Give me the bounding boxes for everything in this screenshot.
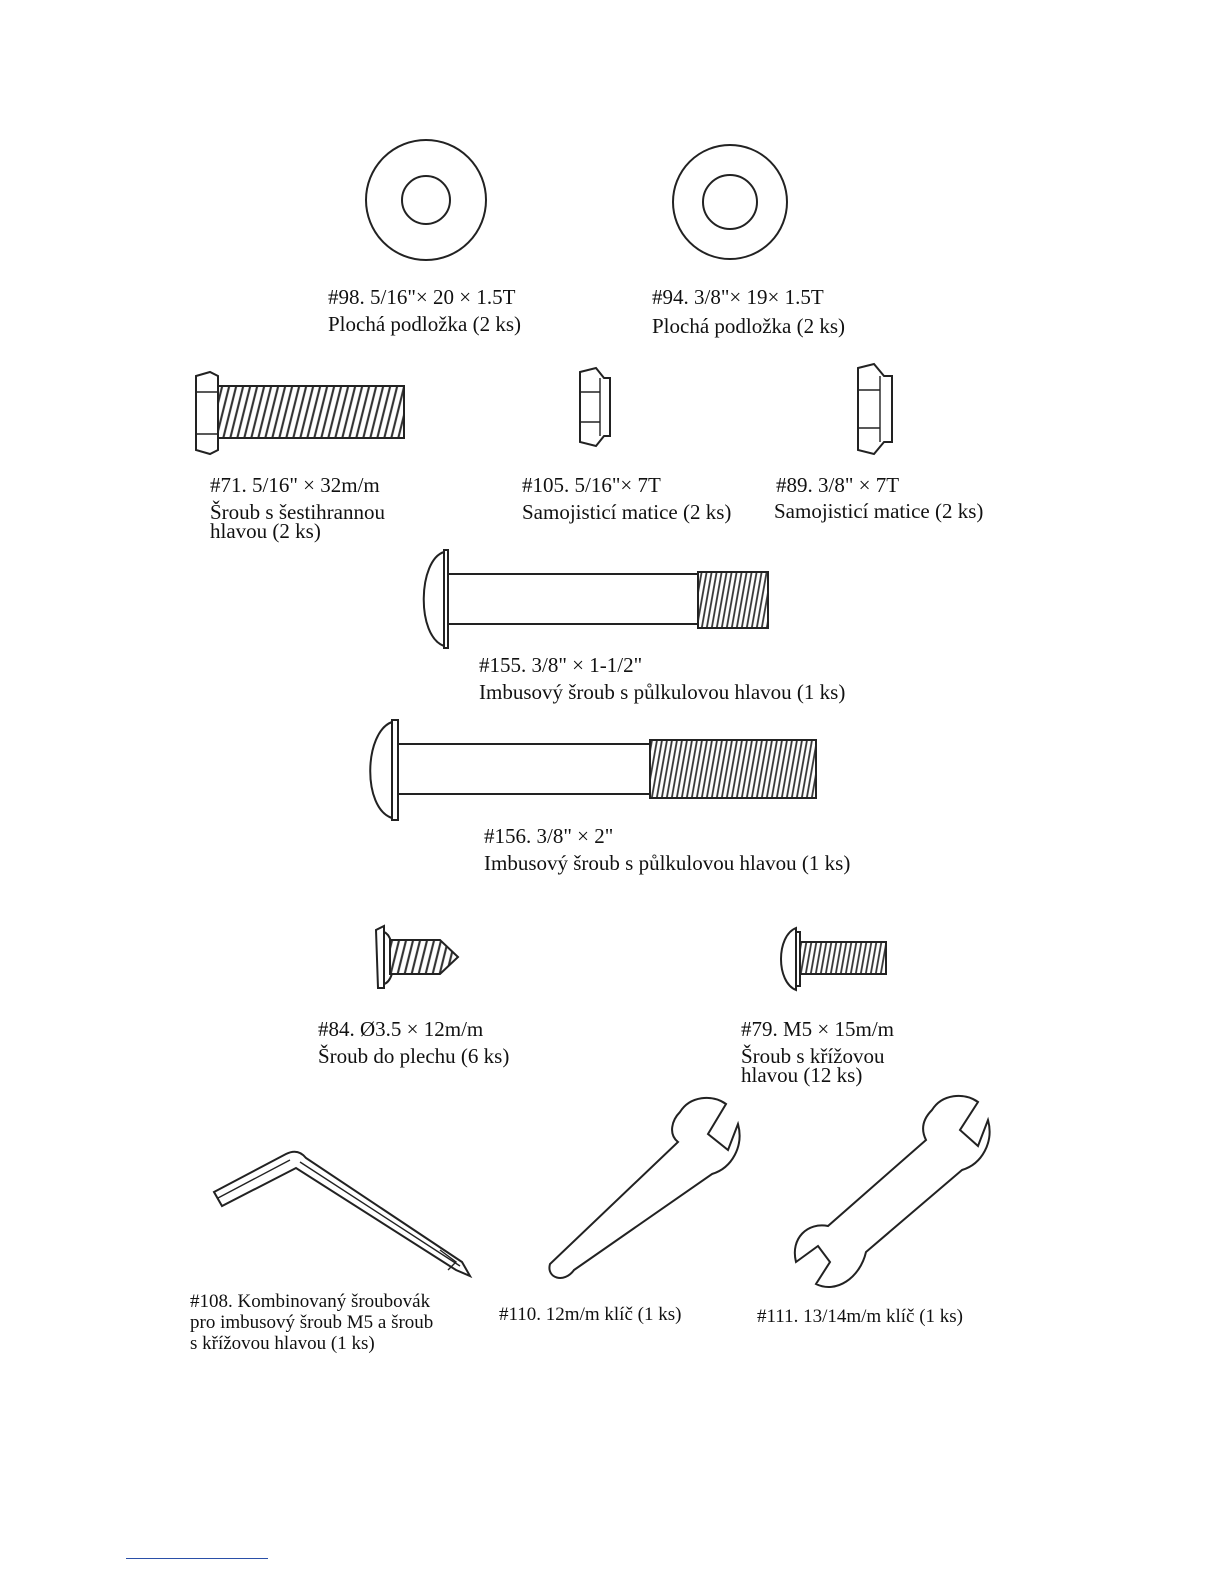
part-84-desc: Šroub do plechu (6 ks) [318, 1044, 510, 1068]
open-wrench-110 [549, 1098, 739, 1278]
part-105-code: #105. 5/16"× 7T [522, 473, 661, 497]
part-156-desc: Imbusový šroub s půlkulovou hlavou (1 ks) [484, 851, 851, 875]
part-71-code: #71. 5/16" × 32m/m [210, 473, 380, 497]
lock-nut-105 [580, 368, 610, 446]
part-94-code: #94. 3/8"× 19× 1.5T [652, 285, 824, 309]
part-110-label [499, 1305, 681, 1324]
part-111-desc: #111. 13/14m/m klíč (1 ks) [757, 1306, 963, 1327]
part-155-label [479, 655, 845, 703]
part-108-label [190, 1292, 433, 1353]
part-94-label [652, 287, 845, 337]
part-94-desc: Plochá podložka (2 ks) [652, 314, 846, 338]
part-79-desc-line1: Šroub s křížovou [741, 1044, 885, 1068]
phillips-screw-79 [781, 928, 886, 990]
footer-rule [126, 1558, 268, 1559]
part-156-label [484, 826, 850, 874]
part-84-label [318, 1019, 509, 1067]
part-108-desc-line2: pro imbusový šroub M5 a šroub [190, 1312, 434, 1333]
flat-washer-94 [673, 145, 787, 259]
part-71-desc-line1: Šroub s šestihrannou [210, 500, 385, 524]
part-98-code: #98. 5/16"× 20 × 1.5T [328, 285, 516, 309]
part-108-desc-line3: s křížovou hlavou (1 ks) [190, 1333, 375, 1354]
part-110-desc: #110. 12m/m klíč (1 ks) [499, 1304, 682, 1325]
part-71-desc-line2: hlavou (2 ks) [210, 519, 321, 543]
double-open-wrench-111 [795, 1096, 990, 1287]
sheet-metal-screw-84 [376, 926, 458, 988]
hex-bolt-71 [196, 372, 404, 454]
part-79-desc-line2: hlavou (12 ks) [741, 1063, 863, 1087]
button-head-bolt-155 [424, 550, 768, 648]
part-155-desc: Imbusový šroub s půlkulovou hlavou (1 ks) [479, 680, 846, 704]
part-98-label [328, 287, 521, 335]
part-98-desc: Plochá podložka (2 ks) [328, 312, 522, 336]
flat-washer-98 [366, 140, 486, 260]
part-108-desc-line1: #108. Kombinovaný šroubovák [190, 1291, 431, 1312]
part-89-code: #89. 3/8" × 7T [776, 473, 900, 497]
button-head-bolt-156 [370, 720, 816, 820]
combination-screwdriver-108 [214, 1152, 470, 1276]
part-105-label [522, 475, 731, 523]
part-105-desc: Samojisticí matice (2 ks) [522, 500, 732, 524]
part-89-desc: Samojisticí matice (2 ks) [774, 499, 984, 523]
part-79-label [741, 1019, 894, 1085]
lock-nut-89 [858, 364, 892, 454]
part-156-code: #156. 3/8" × 2" [484, 824, 614, 848]
part-111-label [757, 1307, 963, 1326]
part-155-code: #155. 3/8" × 1-1/2" [479, 653, 643, 677]
part-84-code: #84. Ø3.5 × 12m/m [318, 1017, 484, 1041]
part-89-label [774, 475, 983, 522]
part-71-label [210, 475, 385, 541]
part-79-code: #79. M5 × 15m/m [741, 1017, 895, 1041]
